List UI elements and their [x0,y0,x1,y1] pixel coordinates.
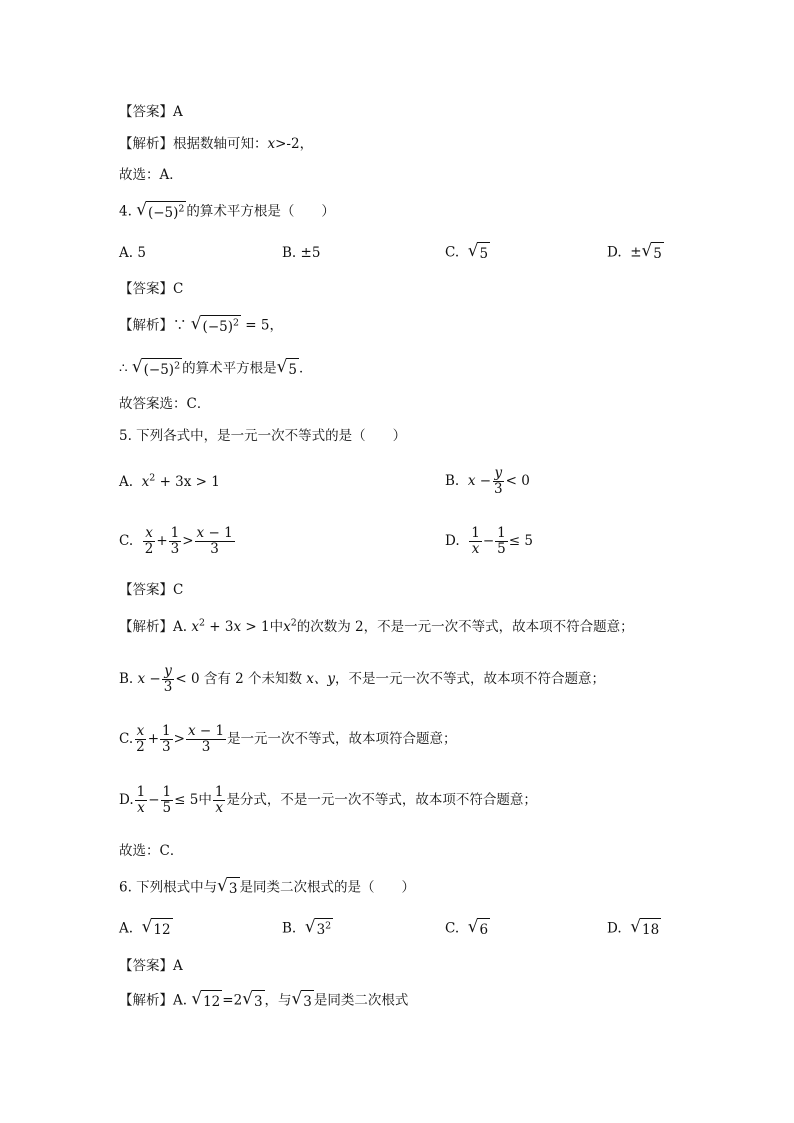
equation: =2 [222,992,243,1009]
question-text: 是同类二次根式的是（ ） [239,879,416,896]
analysis-q5-a: 【解析】A. $x^2 + 3x > 1$中$x^2$的次数为 2，不是一元一次不等式，故本项不符合题意； [119,617,634,635]
conclusion-text: 的算术平方根是 [182,360,277,377]
option-label: C. [445,920,460,937]
analysis-text: 根据数轴可知： [173,136,268,152]
sqrt-expression: √ 3 [291,988,312,1010]
option-4d [607,242,664,264]
radicand: (−5) [147,205,179,221]
radicand: 3 [316,922,326,938]
sqrt-expression: √ $(-5)^2$ [190,313,239,335]
radicand: 12 [151,918,172,940]
therefore-symbol: ∴ [119,360,128,377]
radicand: 5 [477,242,490,264]
option-label: D. [607,920,622,937]
radicand: 5 [286,358,299,380]
analysis-text: 的次数为 2，不是一元一次不等式，故本项不符合题意； [296,619,634,635]
sqrt-expression: √ 12 [141,916,171,938]
analysis-q5-c: C. $\frac{x}{2}$ + $\frac{1}{3}$ > $\frac{x - 1}{3}$ 是一元一次不等式，故本项符合题意； [119,723,457,755]
analysis-label: 【解析】 [119,136,173,152]
option-label: C. [119,533,134,549]
option-5c: C. $\frac{x}{2}$ + $\frac{1}{3}$ > $\frac{x - 1}{3}$ [119,525,233,557]
analysis-q5-d: D. $\frac{1}{x}$ − $\frac{1}{5}$ ≤ 5中 $\frac{1}{x}$ 是分式，不是一元一次不等式，故本项不符合题意； [119,784,537,816]
fraction: $\frac{y}{3}$ [494,465,503,497]
option-label: D. [445,533,460,549]
question-4 [119,201,335,223]
analysis-text: 是同类二次根式 [313,992,409,1009]
sqrt-expression: √ 3 [217,875,238,897]
exponent: 2 [325,920,332,932]
analysis-text: 含有 2 个未知数 [203,671,302,687]
analysis-label: 【解析】A. [119,992,188,1009]
radicand: (−5) [143,362,175,378]
radicand: 5 [651,242,664,264]
expression: + 3x > 1 [159,474,220,490]
selection-q4: 故答案选：C． [119,396,211,412]
radicand: 3 [301,990,314,1012]
option-label: D. [607,244,622,261]
sqrt-expression: √ $(-5)^2$ [131,356,181,378]
equation-rhs: = 5， [245,317,283,334]
option-label: B. [445,473,460,489]
option-6d [607,918,661,940]
selection-q5: 故选：C． [119,843,184,859]
analysis-label: 【解析】∵ [119,317,187,334]
option-5b: B. x − $\frac{y}{3}$ < 0 [445,465,530,497]
analysis-text: 中 [269,619,284,635]
option-label: C. [445,244,460,261]
option-4a: A. 5 [119,245,146,261]
option-6a [119,918,173,940]
exponent: 2 [232,317,239,329]
option-5d: D. $\frac{1}{x}$ − $\frac{1}{5}$ ≤ 5 [445,525,533,557]
option-label: A. [119,474,134,490]
var-x: x [267,136,276,152]
answer-q6: 【答案】A [119,958,183,974]
sqrt-expression: √ 6 [467,916,489,938]
sqrt-expression: √ 5 [276,356,297,378]
relation: >-2， [275,136,314,152]
question-text: 6. 下列根式中与 [119,879,218,896]
radicand: 3 [252,990,265,1012]
analysis-label: D. [119,792,134,808]
option-label: B. [282,920,297,937]
exponent: 2 [174,360,181,372]
analysis-text: 中 [198,792,212,808]
radicand: (−5) [202,319,233,335]
question-text: 的算术平方根是（ ） [186,203,335,220]
sqrt-expression: √ $3^2$ [304,916,332,938]
plus-minus: ± [630,244,642,261]
option-4c [445,242,490,264]
radicand: 3 [227,877,240,899]
question-6 [119,877,415,899]
question-number: 4. [119,203,132,220]
analysis-text: 是分式，不是一元一次不等式，故本项不符合题意； [226,792,537,808]
analysis-label: C. [119,731,134,747]
analysis-label: 【解析】A. [119,619,188,635]
radicand: 12 [201,990,222,1012]
analysis-q4 [119,315,283,337]
sqrt-expression: √ 12 [191,988,221,1010]
exponent: 2 [178,203,185,215]
sqrt-expression: √ 5 [467,240,489,262]
analysis-q5-b: B. x − $\frac{y}{3}$ < 0 含有 2 个未知数 x、y，不是一元一次不等式，故本项不符合题意； [119,663,606,695]
sqrt-expression: √ 3 [242,988,263,1010]
analysis-label: B. [119,671,134,687]
answer-q3: 【答案】A [119,104,183,120]
answer-q4: 【答案】C [119,281,184,297]
option-6b [282,918,333,940]
analysis-q3 [119,134,313,154]
relation: ≤ 5 [508,533,533,549]
analysis-text: ，与 [264,992,292,1009]
answer-q5: 【答案】C [119,582,184,598]
sqrt-expression: √ $(-5)^2$ [136,199,185,221]
option-label: A. [119,920,134,937]
option-5a: A. $x^2 + 3x > 1$ [119,472,220,490]
sqrt-expression: √ 5 [641,240,662,262]
analysis-q6 [119,990,408,1012]
analysis-text: ，不是一元一次不等式，故本项不符合题意； [335,671,606,687]
analysis-q4-conclusion [119,358,312,380]
option-6c [445,918,490,940]
analysis-text: 是一元一次不等式，故本项符合题意； [227,731,457,747]
variables: x、y [306,671,336,687]
option-4b: B. ±5 [282,245,321,261]
radicand: 6 [477,918,490,940]
sqrt-expression: √ 18 [630,916,660,938]
selection-q3: 故选：A． [119,167,183,183]
period: ． [298,360,313,377]
relation: < 0 [505,473,530,489]
radicand: 18 [640,918,661,940]
question-5: 5. 下列各式中，是一元一次不等式的是（ ） [119,428,407,444]
